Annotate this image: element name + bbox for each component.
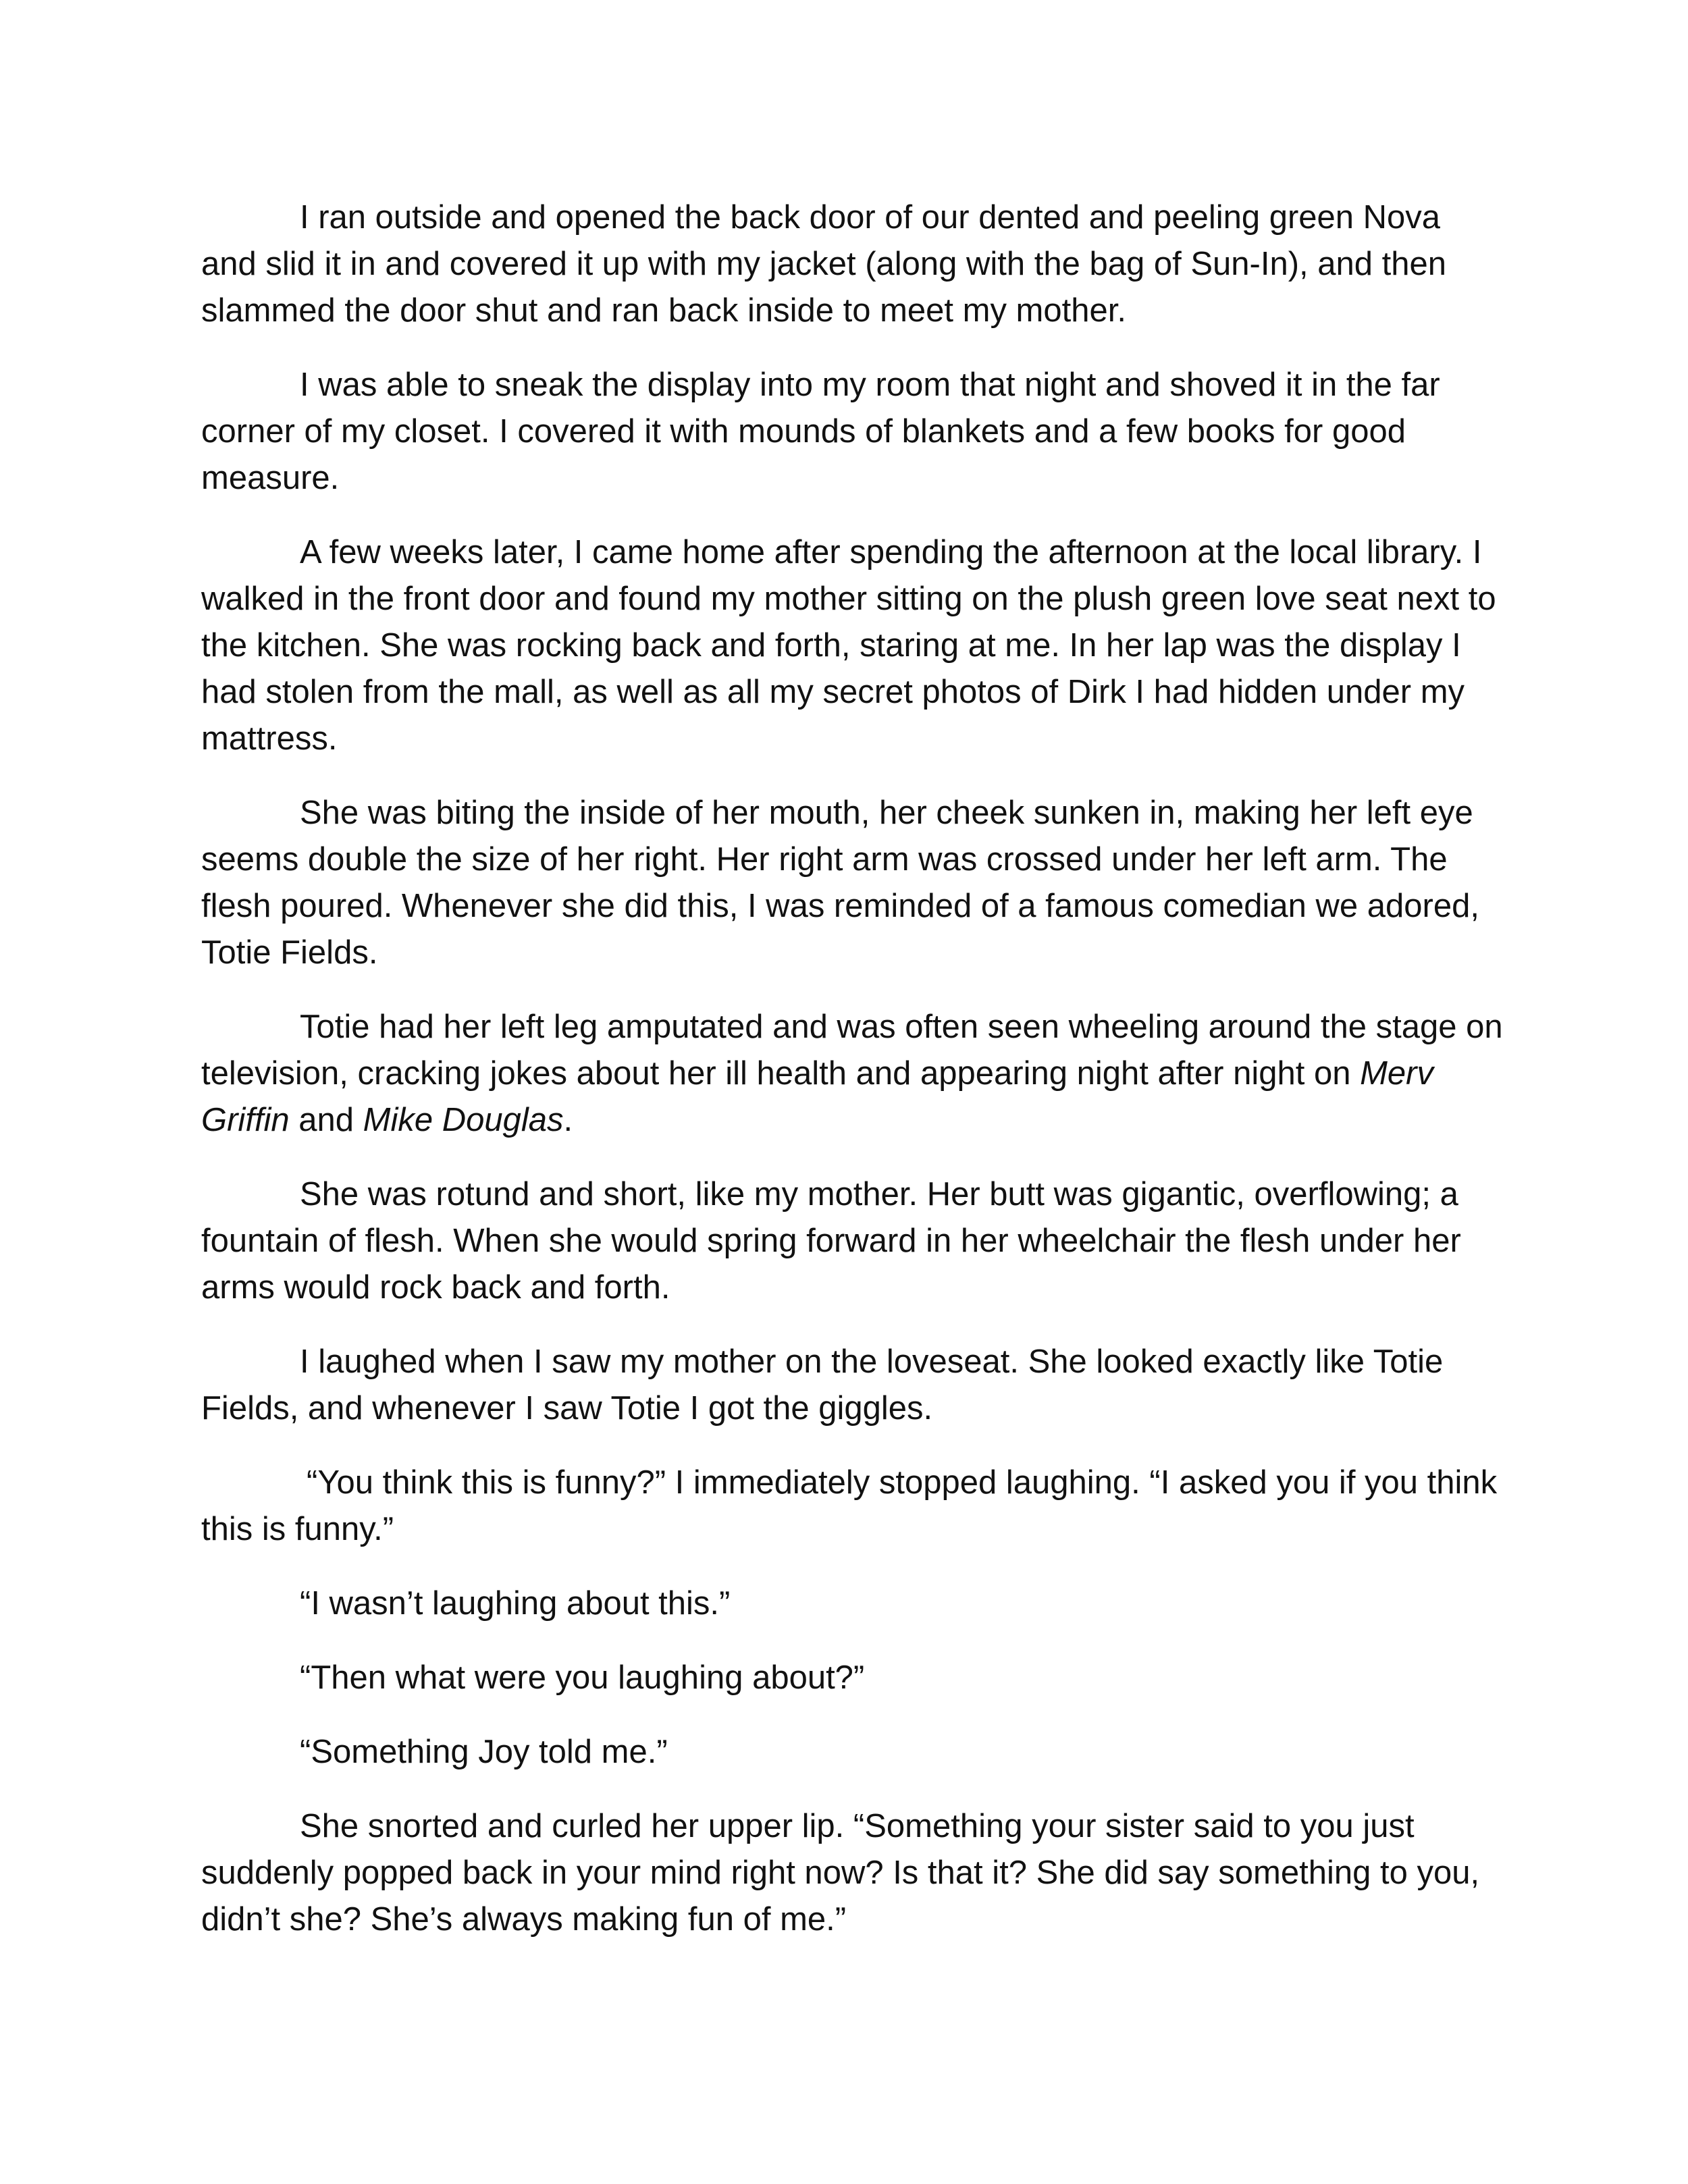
paragraph-text: I laughed when I saw my mother on the loveseat. She looked exactly like Totie Fields, and whenever I saw Totie I got the giggles.: [201, 1343, 1444, 1427]
paragraph-9: [201, 1580, 1504, 1627]
paragraph-7: [201, 1339, 1504, 1432]
paragraph-text: She was biting the inside of her mouth, her cheek sunken in, making her left eye seems double the size of her right. Her right arm was crossed under her left arm. The flesh poured. Whenever she did this, I was reminded of a famous comedian we adored, Totie Fields.: [201, 795, 1479, 971]
paragraph-text: Totie had her left leg amputated and was often seen wheeling around the stage on television, cracking jokes about her ill health and appearing night after night on: [201, 1009, 1503, 1092]
paragraph-text: “You think this is funny?” I immediately stopped laughing. “I asked you if you think this is funny.”: [201, 1464, 1498, 1547]
paragraph-text: “Something Joy told me.”: [300, 1734, 668, 1770]
body-text: [201, 194, 1504, 1971]
show-title-merv-griffin: Merv Griffin: [201, 1055, 1433, 1138]
paragraph-text: I ran outside and opened the back door of our dented and peeling green Nova and slid it in and covered it up with my jacket (along with the bag of Sun-In), and then slammed the door shut and ran back inside to meet my mother.: [201, 199, 1447, 329]
show-title-mike-douglas: Mike Douglas: [363, 1102, 564, 1138]
paragraph-10: [201, 1655, 1504, 1701]
paragraph-text: I was able to sneak the display into my room that night and shoved it in the far corner of my closet. I covered it with mounds of blankets and a few books for good measure.: [201, 367, 1440, 496]
paragraph-text: “I wasn’t laughing about this.”: [300, 1585, 731, 1622]
paragraph-text: and: [289, 1102, 363, 1138]
paragraph-1: [201, 194, 1504, 334]
paragraph-11: [201, 1729, 1504, 1776]
paragraph-text: She snorted and curled her upper lip. “Something your sister said to you just suddenly popped back in your mind right now? Is that it? She did say something to you, didn’t she? She’s always making fun of me.”: [201, 1808, 1480, 1938]
paragraph-text: She was rotund and short, like my mother. Her butt was gigantic, overflowing; a fountain of flesh. When she would spring forward in her wheelchair the flesh under her arms would rock back and forth.: [201, 1176, 1461, 1306]
paragraph-text: .: [563, 1102, 573, 1138]
paragraph-6: [201, 1171, 1504, 1311]
paragraph-12: [201, 1803, 1504, 1943]
paragraph-text: “Then what were you laughing about?”: [300, 1659, 865, 1696]
paragraph-8: [201, 1460, 1504, 1553]
paragraph-text: A few weeks later, I came home after spending the afternoon at the local library. I walked in the front door and found my mother sitting on the plush green love seat next to the kitchen. She was rocking back and forth, staring at me. In her lap was the display I had stolen from the mall, as well as all my secret photos of Dirk I had hidden under my mattress.: [201, 534, 1496, 757]
paragraph-2: [201, 362, 1504, 502]
paragraph-5: [201, 1004, 1504, 1144]
paragraph-3: [201, 529, 1504, 762]
paragraph-4: [201, 790, 1504, 976]
